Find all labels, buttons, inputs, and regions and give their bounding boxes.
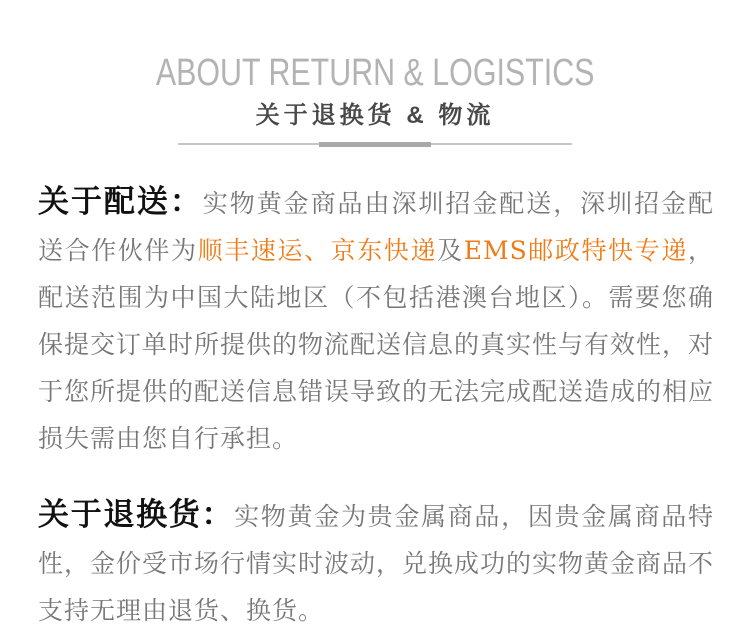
title-divider [178,142,572,147]
delivery-paragraph [38,179,714,462]
delivery-text-3: ，配送范围为中国大陆地区（不包括港澳台地区）。需要您确保提交订单时所提供的物流配送信息的真实性与有效性，对于您所提供的配送信息错误导致的无法完成配送造成的相应损失需由您自行承担。 [38,236,715,453]
return-policy-heading: 关于退换货： [38,497,235,533]
return-policy-paragraph [38,492,714,634]
section-body [0,179,750,634]
divider-accent [319,142,431,147]
delivery-text-2: 及 [437,236,464,265]
section-title-cn: 关于退换货 & 物流 [255,102,495,129]
delivery-text-1: 实物黄金商品由深圳招金配送，深圳招金配送合作伙伴为 [38,189,714,265]
return-policy-text: 实物黄金为贵金属商品，因贵金属商品特性，金价受市场行情实时波动，兑换成功的实物黄金商品不支持无理由退货、换货。 [38,502,715,625]
courier-names-highlight: 顺丰速运、京东快递 [197,236,438,265]
delivery-heading: 关于配送： [38,184,203,220]
section-header [0,0,750,147]
section-title-en: ABOUT RETURN & LOGISTICS [155,52,595,94]
ems-courier-highlight: EMS邮政特快专递 [463,236,688,265]
